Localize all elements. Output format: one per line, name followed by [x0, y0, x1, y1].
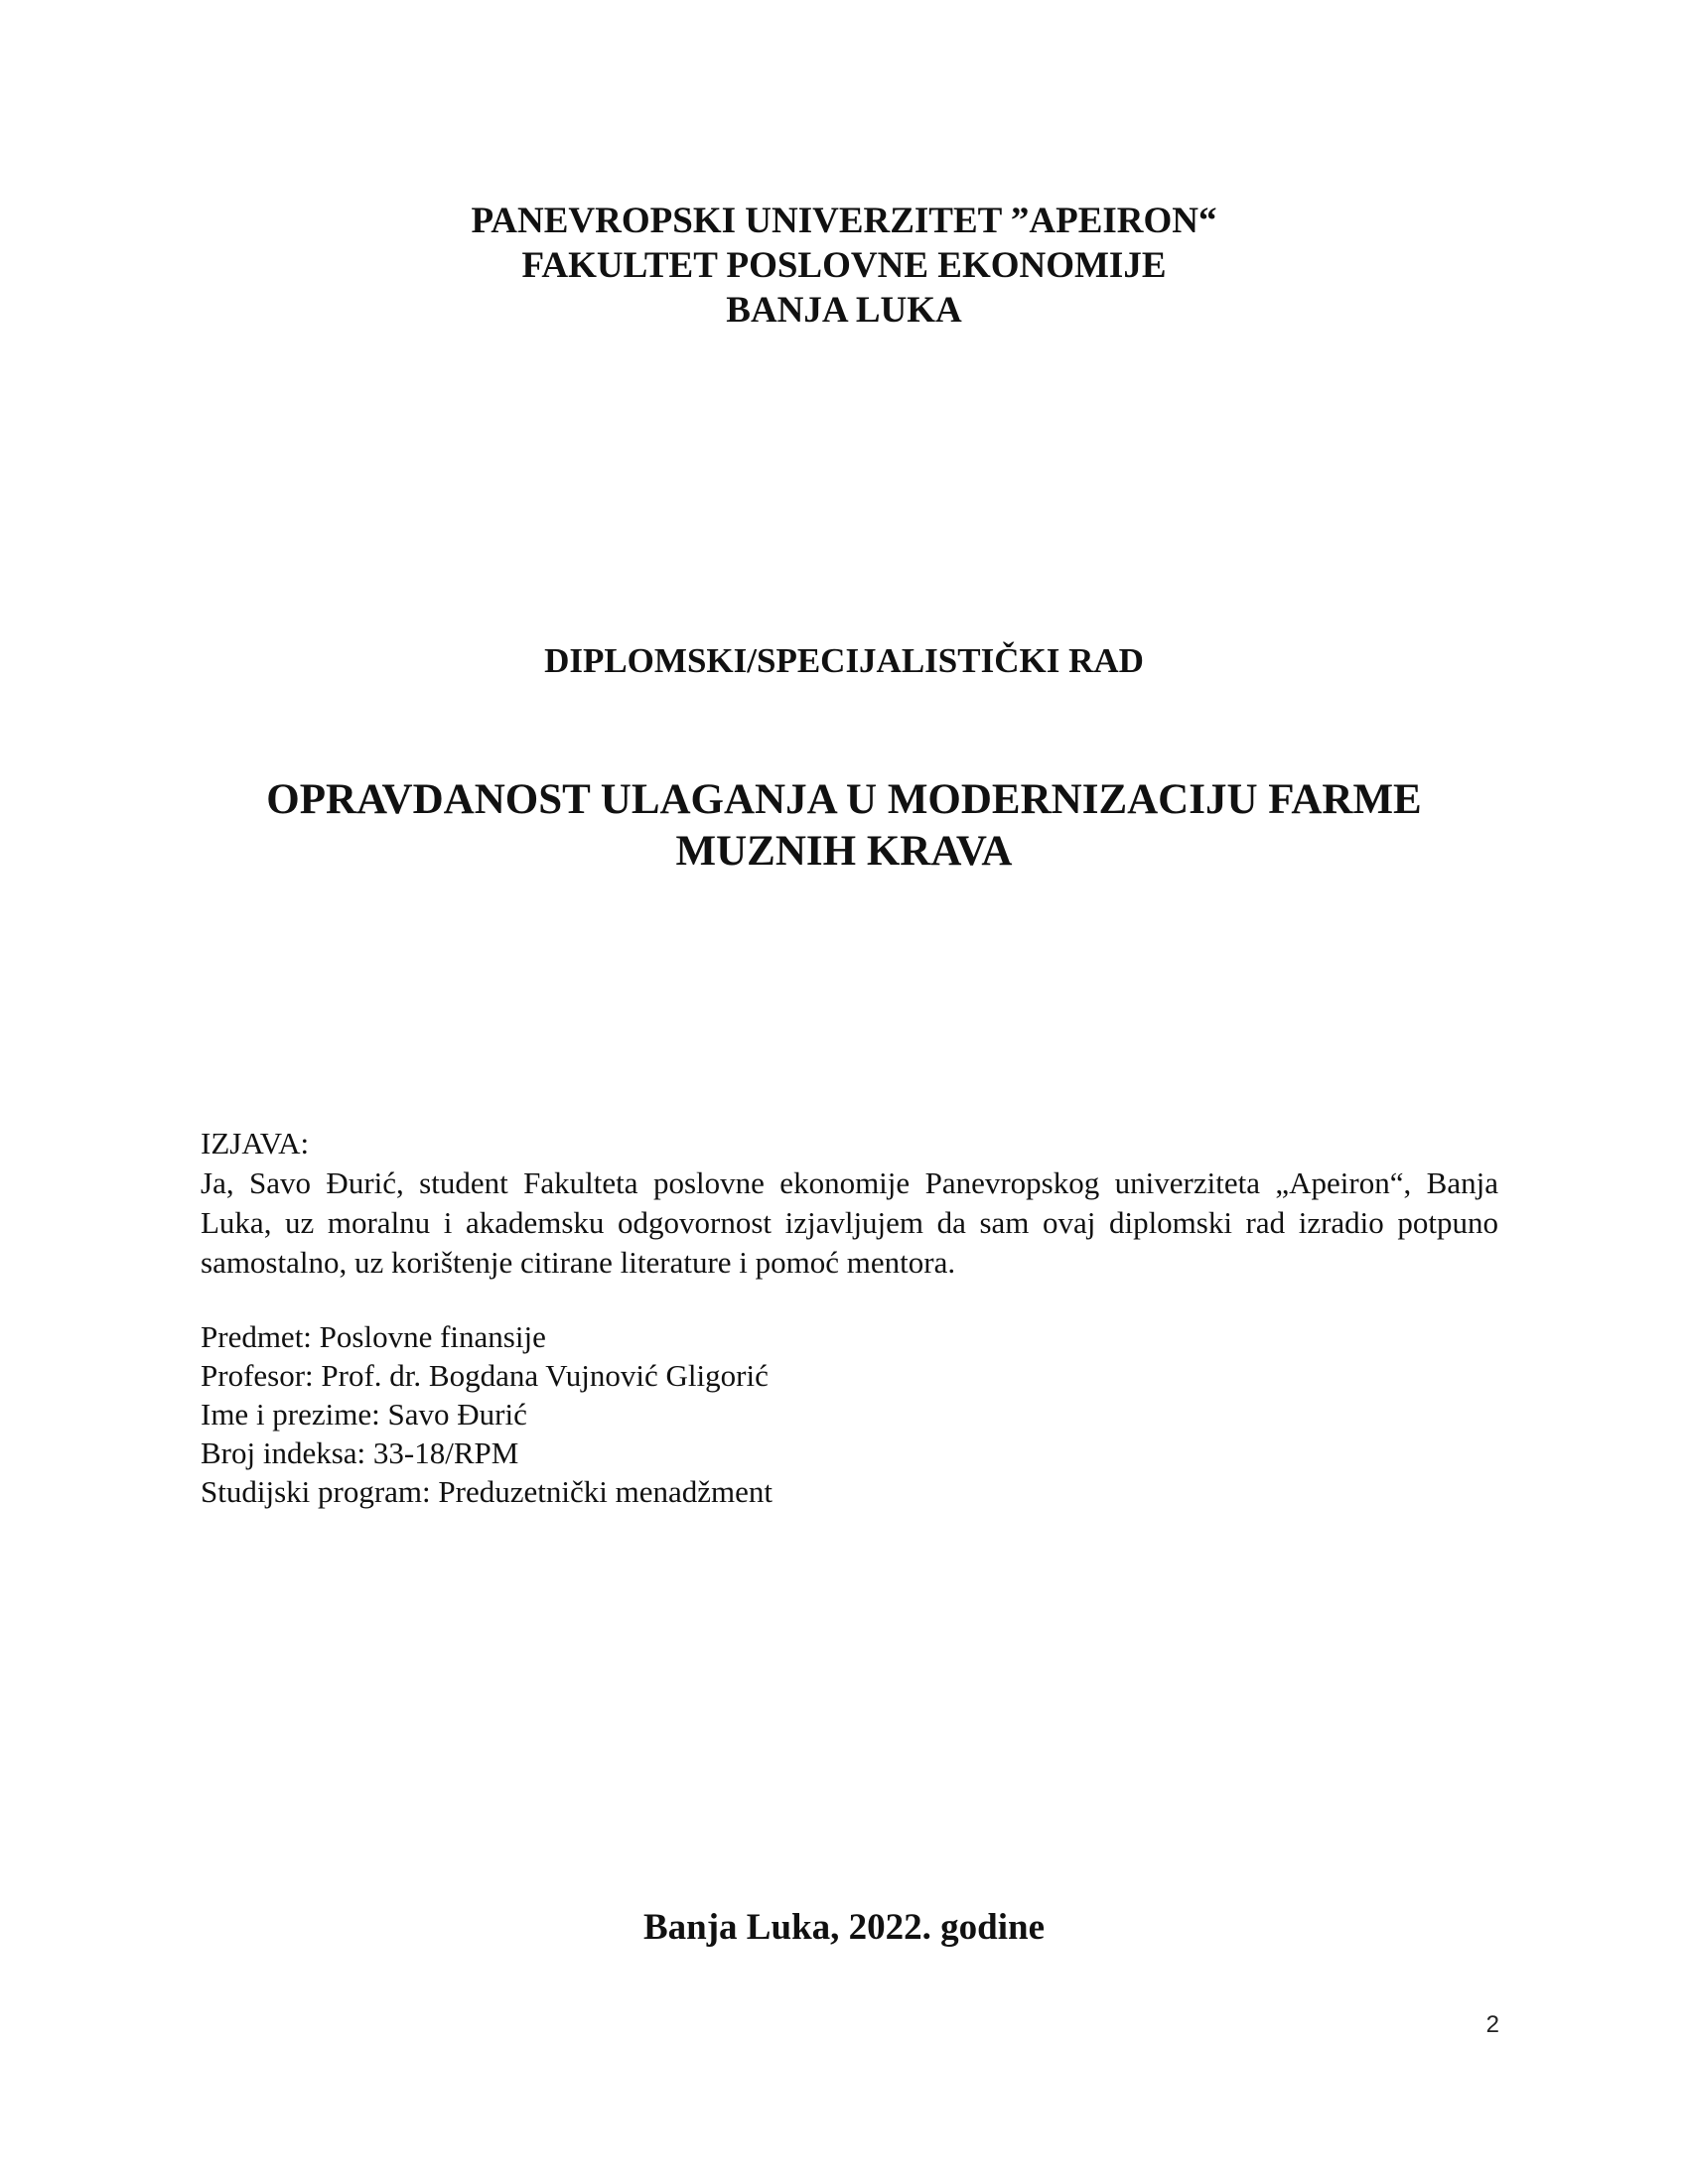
professor-line: Profesor: Prof. dr. Bogdana Vujnović Gligorić	[201, 1358, 769, 1393]
student-details	[201, 1317, 1491, 1511]
place-and-date: Banja Luka, 2022. godine	[642, 1907, 1046, 1948]
thesis-title-line-1: OPRAVDANOST ULAGANJA U MODERNIZACIJU FARME	[266, 776, 1422, 823]
page-number: 2	[1485, 2011, 1499, 2038]
index-number-line: Broj indeksa: 33-18/RPM	[201, 1435, 519, 1470]
student-name-line: Ime i prezime: Savo Đurić	[201, 1397, 527, 1432]
faculty-name: FAKULTET POSLOVNE EKONOMIJE	[521, 245, 1167, 286]
thesis-title-line-2: MUZNIH KRAVA	[675, 828, 1013, 875]
statement-body: Ja, Savo Đurić, student Fakulteta poslovne ekonomije Panevropskog univerziteta „Apeiron“, Banja Luka, uz moralnu i akademsku odgovornost izjavljujem da sam ovaj diplomski rad izradio potpuno samostalno, uz korištenje citirane literature i pomoć mentora.	[201, 1165, 1498, 1280]
study-program-line: Studijski program: Preduzetnički menadžment	[201, 1474, 773, 1509]
thesis-type: DIPLOMSKI/SPECIJALISTIČKI RAD	[544, 641, 1144, 680]
university-name: PANEVROPSKI UNIVERZITET ”APEIRON“	[471, 201, 1217, 241]
city-name: BANJA LUKA	[726, 290, 962, 331]
institution-header	[0, 199, 1688, 333]
statement-section	[201, 1124, 1498, 1283]
thesis-title	[199, 774, 1489, 878]
statement-label: IZJAVA:	[201, 1126, 310, 1160]
subject-line: Predmet: Poslovne finansije	[201, 1319, 546, 1354]
